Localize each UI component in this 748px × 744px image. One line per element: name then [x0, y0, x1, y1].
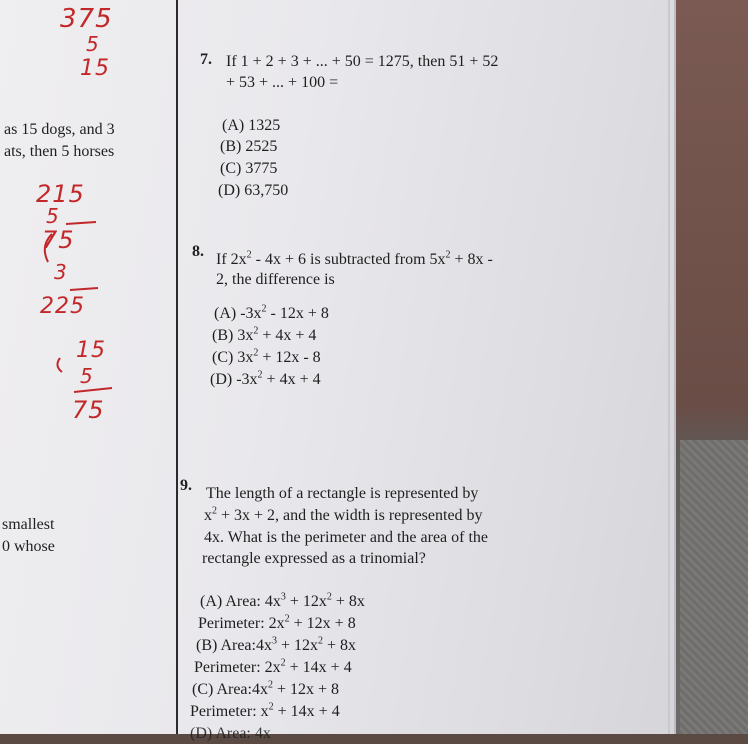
- answer-option: (A) 1325: [222, 117, 281, 134]
- handwritten-number: 15: [76, 338, 106, 363]
- answer-option: (B) 2525: [220, 138, 278, 155]
- question-number: 8.: [192, 243, 204, 260]
- question-text: 2, the difference is: [216, 271, 335, 288]
- handwritten-number: 375: [60, 4, 113, 34]
- handwritten-strokes: [0, 0, 176, 734]
- question-text: The length of a rectangle is represented by: [206, 485, 479, 502]
- handwritten-number: 215: [36, 180, 85, 208]
- left-fragment: 0 whose: [2, 538, 55, 555]
- left-fragment: smallest: [2, 516, 55, 533]
- answer-option: (A) $-3x^2 - 12x + 8$: [214, 303, 329, 322]
- question-text: $x^2 + 3x + 2$, and the width is represented by: [204, 505, 483, 524]
- handwritten-number: 225: [40, 294, 85, 319]
- handwritten-number: 5: [46, 204, 60, 228]
- question-text: If $2x^2 - 4x + 6$ is subtracted from $5x^2 + 8x$ -: [216, 249, 493, 268]
- column-divider: [176, 0, 178, 734]
- question-number: 9.: [180, 477, 192, 494]
- answer-option: (C) $Area:4x^2 + 12x + 8$: [192, 679, 340, 698]
- question-text: 4x. What is the perimeter and the area of the: [204, 529, 489, 546]
- handwritten-number: 75: [42, 226, 75, 254]
- question-number: 7.: [200, 51, 212, 68]
- page-edge-2: [674, 0, 676, 734]
- answer-option: (D) 63,750: [218, 182, 289, 199]
- left-fragment: as 15 dogs, and 3: [4, 121, 115, 138]
- handwritten-number: 15: [80, 56, 110, 81]
- answer-option: (C) $3x^2 + 12x - 8$: [212, 347, 321, 366]
- answer-option: (C) 3775: [220, 160, 278, 177]
- left-fragment: ats, then 5 horses: [4, 143, 115, 160]
- answer-option: Perimeter: $x^2 + 14x + 4$: [190, 701, 340, 720]
- answer-option: Perimeter: $2x^2 + 12x + 8$: [198, 613, 356, 632]
- question-text: If 1 + 2 + 3 + ... + 50 = 1275, then 51 + 52: [226, 53, 499, 70]
- handwritten-number: 5: [80, 364, 94, 388]
- handwritten-number: 3: [54, 260, 68, 284]
- question-text: + 53 + ... + 100 =: [226, 74, 339, 91]
- answer-option: (D) Area: 4x: [190, 725, 271, 742]
- answer-option: (D) $-3x^2 + 4x + 4$: [210, 369, 321, 388]
- answer-option: (B) $Area:4x^3 + 12x^2 + 8x$: [196, 635, 357, 654]
- fabric-background: [680, 440, 748, 734]
- answer-option: Perimeter: $2x^2 + 14x + 4$: [194, 657, 352, 676]
- question-text: rectangle expressed as a trinomial?: [202, 550, 426, 567]
- page-edge: [668, 0, 670, 734]
- handwritten-number: 5: [86, 32, 100, 56]
- handwritten-number: 75: [72, 396, 105, 424]
- answer-option: (B) $3x^2 + 4x + 4$: [212, 325, 317, 344]
- answer-option: (A) Area: $4x^3 + 12x^2 + 8x$: [200, 591, 365, 610]
